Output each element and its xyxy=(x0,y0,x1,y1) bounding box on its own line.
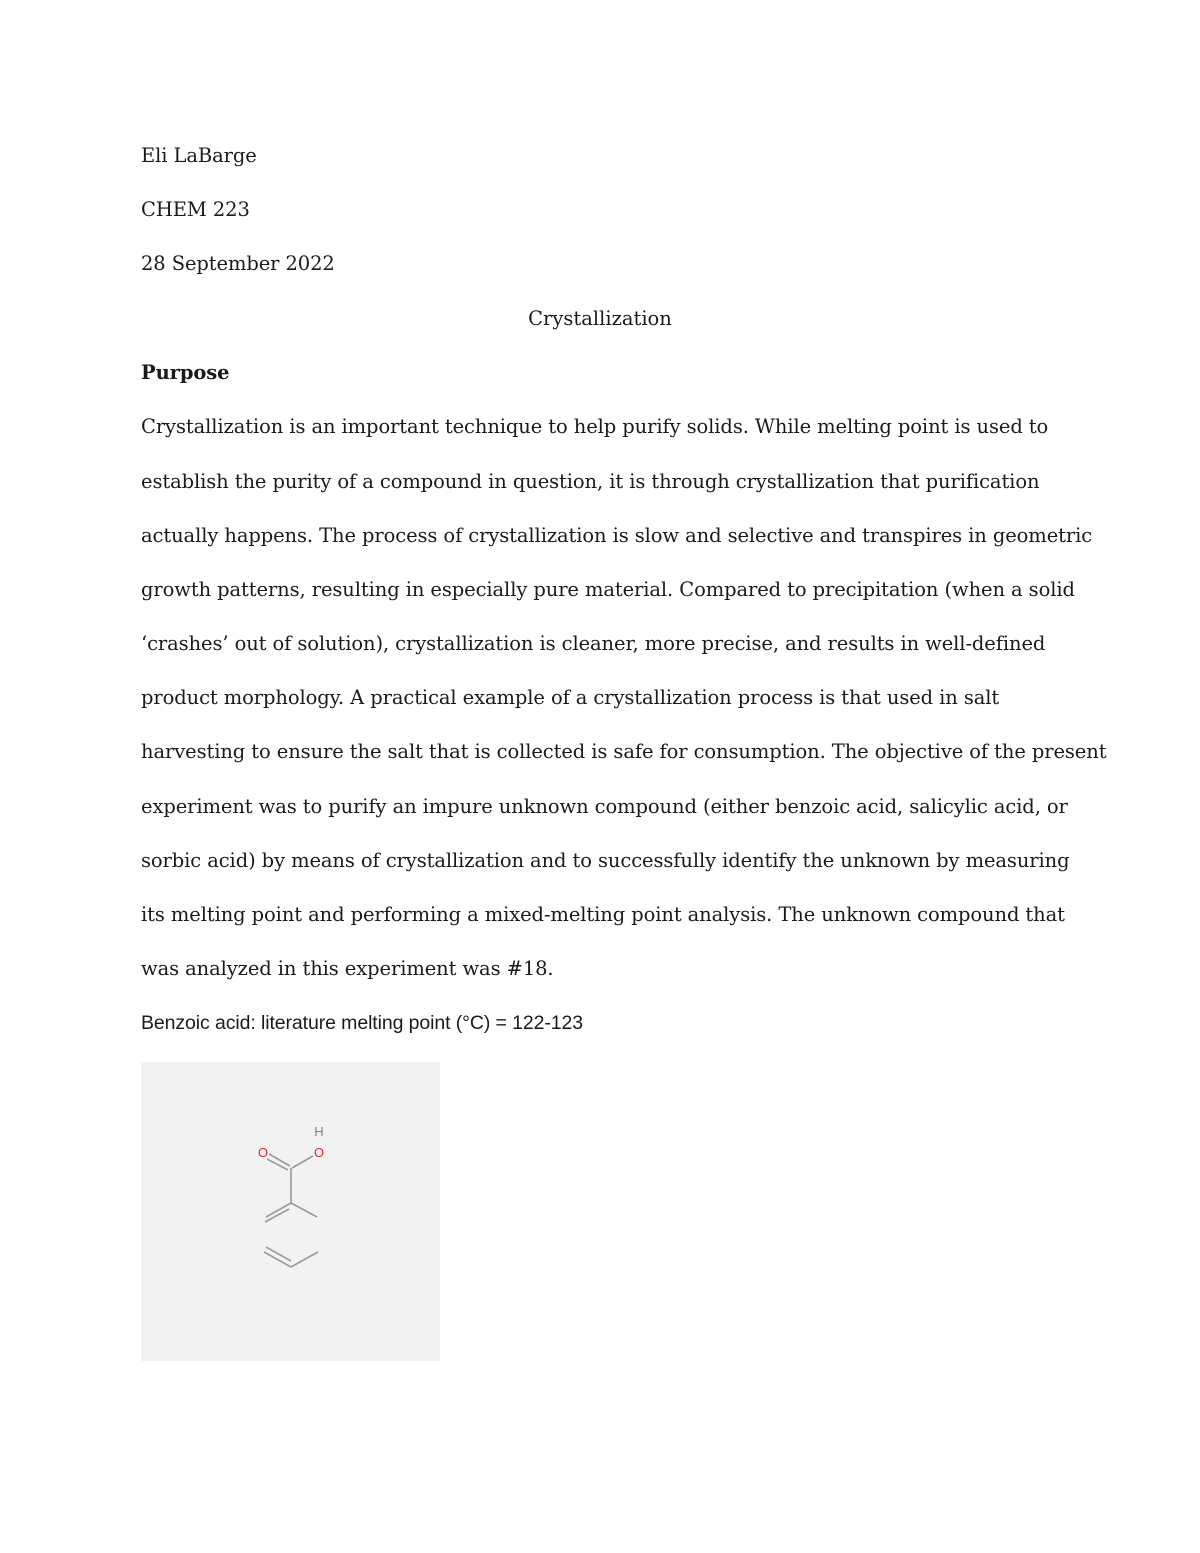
benzoic-acid-structure-image xyxy=(141,1062,440,1361)
paragraph-line: Crystallization is an important technique to help purify solids. While melting point is used to xyxy=(141,415,1049,438)
oxygen-double-label: O xyxy=(257,1145,269,1160)
bond-ring-upper-right xyxy=(291,1203,317,1217)
course-code: CHEM 223 xyxy=(141,198,250,221)
paragraph-line: growth patterns, resulting in especially pure material. Compared to precipitation (when a solid xyxy=(141,578,1075,601)
bond-ring-lower-left-double xyxy=(266,1247,291,1261)
paragraph-line: product morphology. A practical example of a crystallization process is that used in salt xyxy=(141,686,1000,709)
paragraph-line: experiment was to purify an impure unknown compound (either benzoic acid, salicylic acid, or xyxy=(141,795,1068,818)
paragraph-line: establish the purity of a compound in question, it is through crystallization that purification xyxy=(141,470,1040,493)
bonds xyxy=(264,1154,318,1267)
paragraph-line: its melting point and performing a mixed-melting point analysis. The unknown compound that xyxy=(141,903,1065,926)
bond-c-o-double xyxy=(269,1154,290,1166)
paragraph-line: actually happens. The process of crystallization is slow and selective and transpires in geometric xyxy=(141,524,1093,547)
paragraph-line: ‘crashes’ out of solution), crystallization is cleaner, more precise, and results in well-defined xyxy=(141,632,1046,655)
section-heading-purpose: Purpose xyxy=(141,361,230,384)
molecule-drawing xyxy=(141,1062,440,1361)
author-name: Eli LaBarge xyxy=(141,144,257,167)
oxygen-hydroxyl-label: O xyxy=(313,1145,325,1160)
hydrogen-label: H xyxy=(314,1124,324,1139)
paragraph-line: sorbic acid) by means of crystallization and to successfully identify the unknown by measuring xyxy=(141,849,1070,872)
report-date: 28 September 2022 xyxy=(141,252,335,275)
paragraph-line: was analyzed in this experiment was #18. xyxy=(141,957,554,980)
bond-ring-lower-right xyxy=(291,1252,318,1267)
paragraph-line: harvesting to ensure the salt that is collected is safe for consumption. The objective of the present xyxy=(141,740,1107,763)
compound-caption: Benzoic acid: literature melting point (°C) = 122-123 xyxy=(141,1012,584,1034)
bond-c-oh xyxy=(292,1156,313,1168)
document-title: Crystallization xyxy=(528,307,672,330)
bond-c-o-double-second xyxy=(267,1159,288,1170)
